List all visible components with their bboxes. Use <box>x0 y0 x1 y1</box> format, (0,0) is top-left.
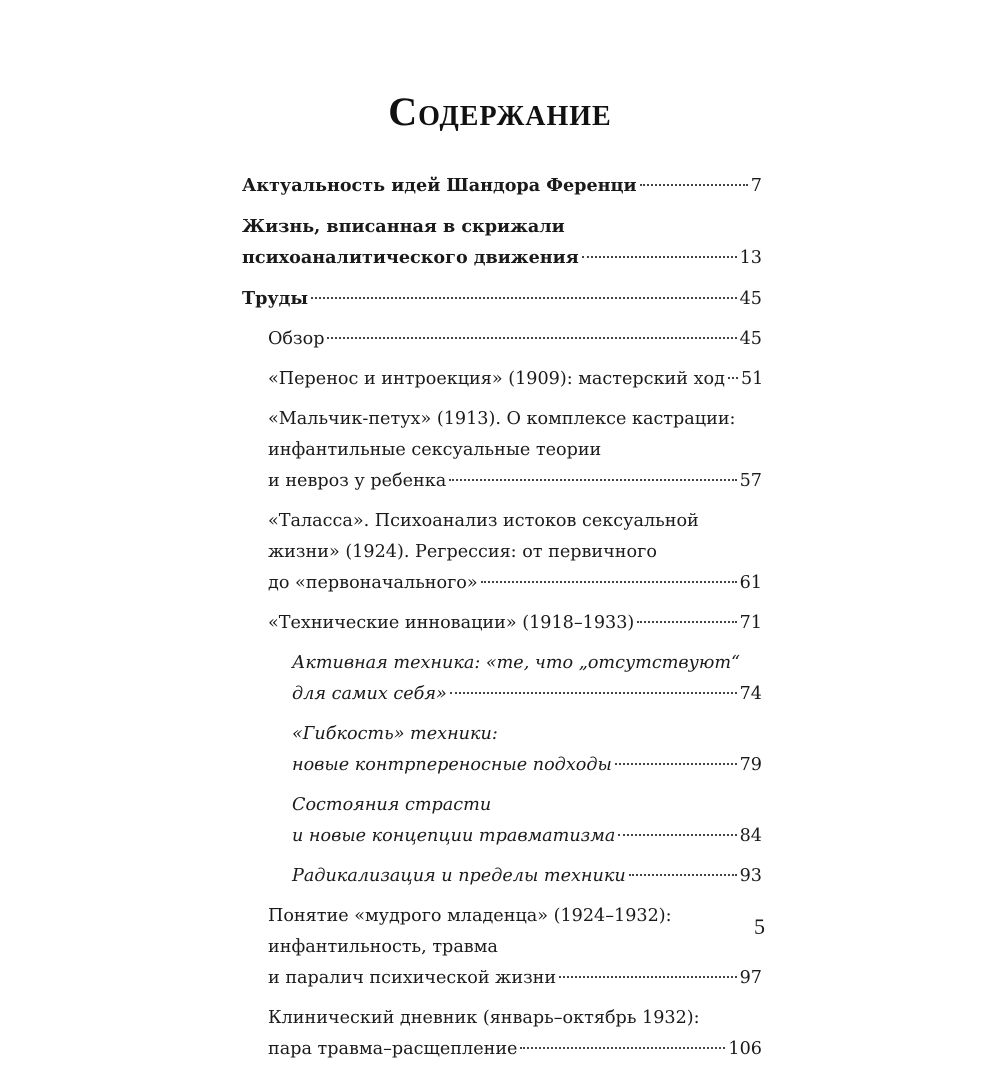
toc-entry <box>242 506 762 599</box>
toc-entry-title: «Технические инновации» (1918–1933) <box>268 613 635 633</box>
toc-entry <box>242 283 762 315</box>
dot-leader <box>311 297 737 299</box>
page-title: Содержание <box>388 89 612 134</box>
toc-entry-page: 45 <box>739 289 762 309</box>
toc-entry-line: жизни» (1924). Регрессия: от первичного <box>268 542 657 562</box>
toc-entry-line: «Гибкость» техники: <box>292 724 498 744</box>
toc-entry-title: и невроз у ребенка <box>268 471 447 491</box>
toc-entry-last-line <box>292 679 762 710</box>
toc-entry-title: «Перенос и интроекция» (1909): мастерский ход <box>268 369 725 389</box>
toc-entry-title: новые контрпереносные подходы <box>292 755 612 775</box>
toc-entry-last-line <box>292 750 762 781</box>
toc-entry-last-line <box>242 170 762 202</box>
toc-entry-line: Состояния страсти <box>292 795 492 815</box>
dot-leader <box>327 337 736 339</box>
dot-leader <box>629 874 737 876</box>
toc-entry-last-line <box>268 1034 762 1065</box>
toc-entry-page: 7 <box>750 176 762 196</box>
toc-entry <box>242 608 762 639</box>
toc-entry-page: 13 <box>739 248 762 268</box>
toc-entry-last-line <box>268 324 762 355</box>
toc-entry <box>242 901 762 994</box>
toc-entry-line: Клинический дневник (январь–октябрь 1932): <box>268 1008 700 1028</box>
dot-leader <box>728 377 738 379</box>
dot-leader <box>618 834 736 836</box>
toc-entry <box>242 648 762 710</box>
toc-entry-title: и паралич психической жизни <box>268 968 557 988</box>
toc-entry-last-line <box>292 821 762 852</box>
toc-entry-line: инфантильность, травма <box>268 937 498 957</box>
toc-entry-line: «Мальчик-петух» (1913). О комплексе кастрации: <box>268 409 736 429</box>
toc-entry <box>242 1003 762 1065</box>
toc-entry-page: 106 <box>728 1039 762 1059</box>
toc-entry-title: для самих себя» <box>292 684 447 704</box>
toc-entry-title: Обзор <box>268 329 325 349</box>
toc-entry <box>242 790 762 852</box>
toc-entry-last-line <box>268 466 762 497</box>
toc-entry <box>242 364 762 395</box>
toc-entry-page: 93 <box>739 866 762 886</box>
dot-leader <box>615 763 737 765</box>
table-of-contents <box>242 170 762 1074</box>
toc-entry-page: 57 <box>739 471 762 491</box>
toc-entry-title: пара травма–расщепление <box>268 1039 518 1059</box>
dot-leader <box>449 479 736 481</box>
toc-entry-page: 51 <box>740 369 764 389</box>
toc-entry-line: Жизнь, вписанная в скрижали <box>242 216 565 237</box>
toc-entry-title: Радикализация и пределы техники <box>292 866 626 886</box>
toc-entry-title: до «первоначального» <box>268 573 478 593</box>
toc-entry-page: 79 <box>739 755 762 775</box>
toc-entry-last-line <box>268 364 762 395</box>
toc-entry-line: Понятие «мудрого младенца» (1924–1932): <box>268 906 672 926</box>
toc-entry-page: 97 <box>739 968 762 988</box>
toc-entry-title: Актуальность идей Шандора Ференци <box>242 175 637 196</box>
toc-entry-page: 84 <box>739 826 762 846</box>
toc-entry-title: Труды <box>242 288 309 309</box>
dot-leader <box>520 1047 725 1049</box>
toc-entry-last-line <box>242 283 762 315</box>
toc-entry <box>242 324 762 355</box>
toc-entry <box>242 719 762 781</box>
toc-entry-line: «Таласса». Психоанализ истоков сексуальной <box>268 511 699 531</box>
toc-entry <box>242 170 762 202</box>
toc-entry-last-line <box>268 963 762 994</box>
toc-entry-last-line <box>292 861 762 892</box>
toc-entry-page: 74 <box>739 684 762 704</box>
toc-entry-title: психоаналитического движения <box>242 247 579 268</box>
toc-entry-last-line <box>268 568 762 599</box>
page-number: 5 <box>754 914 765 939</box>
dot-leader <box>450 692 737 694</box>
toc-entry-last-line <box>242 242 762 274</box>
toc-entry-page: 45 <box>739 329 762 349</box>
dot-leader <box>637 621 736 623</box>
toc-entry-line: Активная техника: «те, что „отсутствуют“ <box>292 653 740 673</box>
dot-leader <box>559 976 736 978</box>
toc-entry <box>242 861 762 892</box>
toc-entry-last-line <box>268 608 762 639</box>
toc-entry-title: и новые концепции травматизма <box>292 826 616 846</box>
toc-entry-line: инфантильные сексуальные теории <box>268 440 602 460</box>
dot-leader <box>582 256 737 258</box>
dot-leader <box>481 581 737 583</box>
toc-entry-page: 71 <box>739 613 762 633</box>
toc-entry <box>242 211 762 274</box>
toc-entry <box>242 404 762 497</box>
toc-entry-page: 61 <box>739 573 762 593</box>
dot-leader <box>640 184 748 186</box>
